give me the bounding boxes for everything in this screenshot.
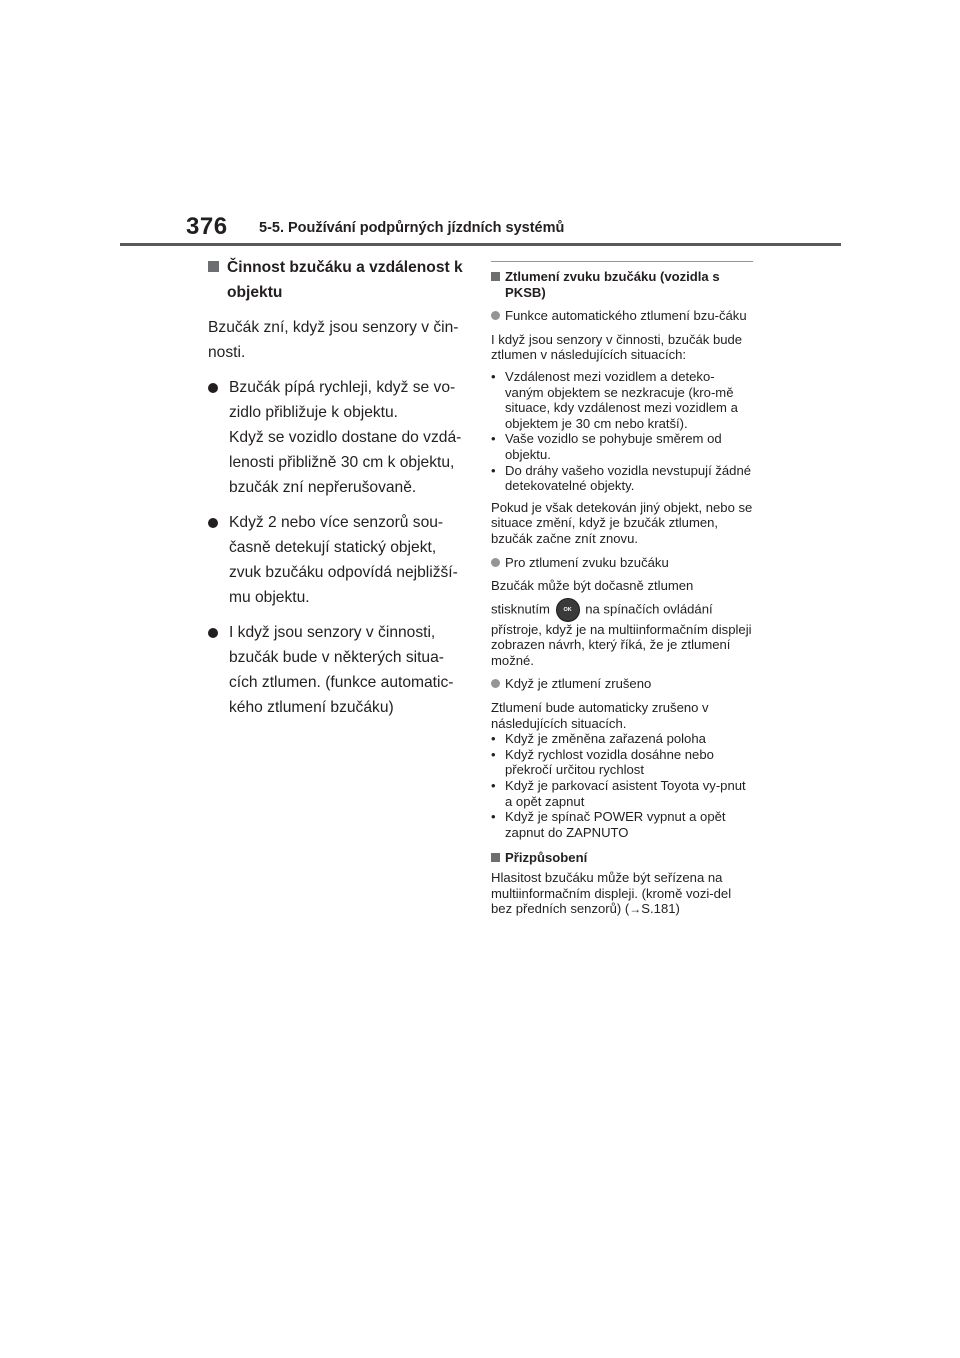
square-bullet-icon: [208, 261, 219, 272]
list-item: • Když je spínač POWER vypnut a opět zapnut do ZAPNUTO: [491, 809, 726, 840]
ok-button-icon: OK: [556, 598, 580, 622]
left-heading: [208, 255, 470, 305]
arrow-right-icon: →: [629, 902, 642, 917]
list-item: [208, 620, 470, 720]
manual-mute-para-b: stisknutím OK na spínačích ovládání přístroje, když je na multiinformačním displeji zobrazen návrh, který říká, že je ztlumení možné.: [491, 598, 753, 669]
circle-bullet-icon: [491, 558, 500, 567]
list-item: • Vaše vozidlo se pohybuje směrem od objektu.: [491, 431, 722, 462]
list-item: • Když rychlost vozidla dosáhne nebo překročí určitou rychlost: [491, 746, 714, 778]
cancel-mute-title: Když je ztlumení zrušeno: [505, 676, 652, 692]
muting-heading: [491, 269, 753, 300]
bullet-dot-icon: [208, 518, 218, 528]
customization-heading-text: Přizpůsobení: [505, 850, 588, 866]
section-title: 5-5. Používání podpůrných jízdních systémů: [259, 220, 565, 236]
square-bullet-icon: [491, 272, 500, 281]
auto-mute-list: [491, 369, 753, 494]
list-item: [208, 510, 470, 610]
cancel-mute-subheading: [491, 676, 753, 692]
auto-mute-title: Funkce automatického ztlumení bzu-čáku: [505, 308, 747, 324]
right-column-divider: [491, 261, 753, 262]
page-number: 376: [186, 213, 228, 240]
circle-bullet-icon: [491, 311, 500, 320]
manual-mute-subheading: [491, 555, 753, 571]
cancel-mute-list: [491, 731, 753, 840]
right-column: [491, 261, 753, 924]
left-heading-text: Činnost bzučáku a vzdálenost k objektu: [227, 259, 463, 301]
bullet-text: Bzučák pípá rychleji, když se vo-zidlo přibližuje k objektu.: [229, 379, 456, 421]
list-item: • Do dráhy vašeho vozidla nevstupují žádné detekovatelné objekty.: [491, 462, 752, 494]
list-item: • Vzdálenost mezi vozidlem a deteko-vaným objektem se nezkracuje (kro-mě situace, kdy vzdálenost mezi vozidlem a objektem je 30 cm nebo kratší).: [491, 368, 738, 431]
circle-bullet-icon: [491, 679, 500, 688]
auto-mute-after: Pokud je však detekován jiný objekt, nebo se situace změní, když je bzučák ztlumen, bzučák začne znít znovu.: [491, 499, 753, 546]
auto-mute-para: I když jsou senzory v činnosti, bzučák bude ztlumen v následujících situacích:: [491, 331, 743, 363]
customization-para: Hlasitost bzučáku může být seřízena na multiinformačním displeji. (kromě vozi-del bez předních senzorů) (→S.181): [491, 870, 732, 917]
bullet-dot-icon: [208, 383, 218, 393]
manual-mute-title: Pro ztlumení zvuku bzučáku: [505, 554, 669, 570]
list-item: • Když je parkovací asistent Toyota vy-pnut a opět zapnut: [491, 778, 746, 809]
customization-heading: [491, 850, 753, 866]
auto-mute-subheading: [491, 308, 753, 324]
manual-mute-para-a: Bzučák může být dočasně ztlumen: [491, 578, 694, 594]
left-column: [208, 255, 470, 730]
list-item: • Když je změněna zařazená poloha: [491, 731, 706, 747]
list-item: [208, 375, 470, 500]
header-divider: [120, 243, 841, 246]
bullet-text: I když jsou senzory v činnosti, bzučák bude v některých situa-cích ztlumen. (funkce automatic-kého ztlumení bzučáku): [229, 624, 454, 716]
square-bullet-icon: [491, 853, 500, 862]
bullet-text: Když se vozidlo dostane do vzdá-lenosti přibližně 30 cm k objektu, bzučák zní nepřerušovaně.: [229, 429, 462, 496]
muting-heading-text: Ztlumení zvuku bzučáku (vozidla s PKSB): [505, 269, 720, 300]
left-intro: Bzučák zní, když jsou senzory v čin-nosti.: [208, 319, 459, 361]
bullet-text: Když 2 nebo více senzorů sou-časně detekují statický objekt, zvuk bzučáku odpovídá nejbližší-mu objektu.: [229, 514, 458, 606]
cancel-mute-para: Ztlumení bude automaticky zrušeno v následujících situacích.: [491, 700, 709, 731]
bullet-dot-icon: [208, 628, 218, 638]
page-reference-link[interactable]: S.181): [641, 901, 680, 917]
